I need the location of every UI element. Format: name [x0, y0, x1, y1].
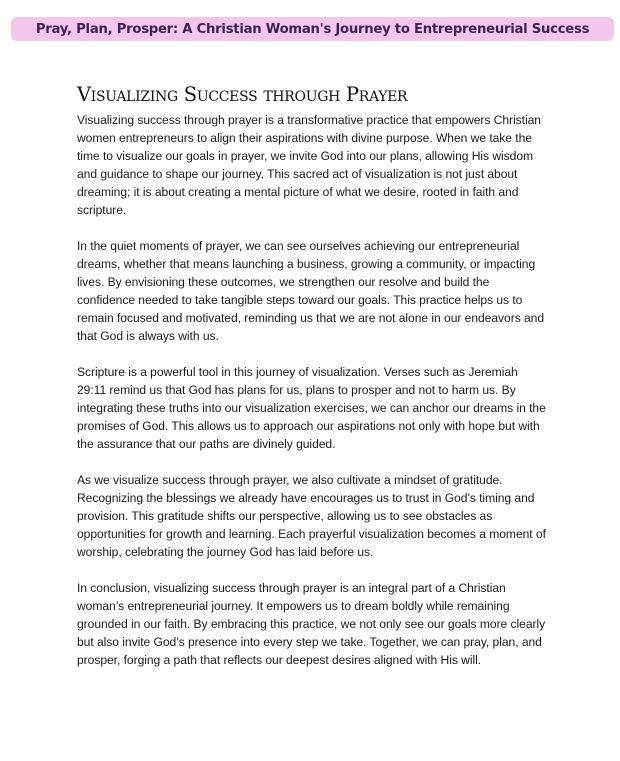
book-header-bar [11, 17, 614, 41]
paragraph: As we visualize success through prayer, we also cultivate a mindset of gratitude. Recognizing the blessings we already have encourages us to trust in God’s timing and provision. This gratitude shifts our perspective, allowing us to see obstacles as opportunities for growth and learning. Each prayerful visualization becomes a moment of worship, celebrating the journey God has laid before us. [77, 473, 546, 559]
paragraph: Scripture is a powerful tool in this journey of visualization. Verses such as Jeremiah 29:11 remind us that God has plans for us, plans to prosper and not to harm us. By integrating these truths into our visualization exercises, we can anchor our dreams in the promises of God. This allows us to approach our aspirations not only with hope but with the assurance that our paths are divinely guided. [77, 365, 546, 451]
paragraph: Visualizing success through prayer is a transformative practice that empowers Christian women entrepreneurs to align their aspirations with divine purpose. When we take the time to visualize our goals in prayer, we invite God into our plans, allowing His wisdom and guidance to shape our journey. This sacred act of visualization is not just about dreaming; it is about creating a mental picture of what we desire, rooted in faith and scripture. [77, 113, 541, 217]
paragraph: In the quiet moments of prayer, we can see ourselves achieving our entrepreneurial dreams, whether that means launching a business, growing a community, or impacting lives. By envisioning these outcomes, we strengthen our resolve and build the confidence needed to take tangible steps toward our goals. This practice helps us to remain focused and motivated, reminding us that we are not alone in our endeavors and that God is always with us. [77, 239, 545, 343]
chapter-title: Visualizing Success through Prayer [77, 83, 408, 106]
paragraph: In conclusion, visualizing success through prayer is an integral part of a Christian woman’s entrepreneurial journey. It empowers us to dream boldly while remaining grounded in our faith. By embracing this practice, we not only see our goals more clearly but also invite God’s presence into every step we take. Together, we can pray, plan, and prosper, forging a path that reflects our deepest desires aligned with His will. [77, 581, 546, 667]
book-title: Pray, Plan, Prosper: A Christian Woman's Journey to Entrepreneurial Success [35, 21, 590, 37]
chapter-body [77, 111, 549, 687]
